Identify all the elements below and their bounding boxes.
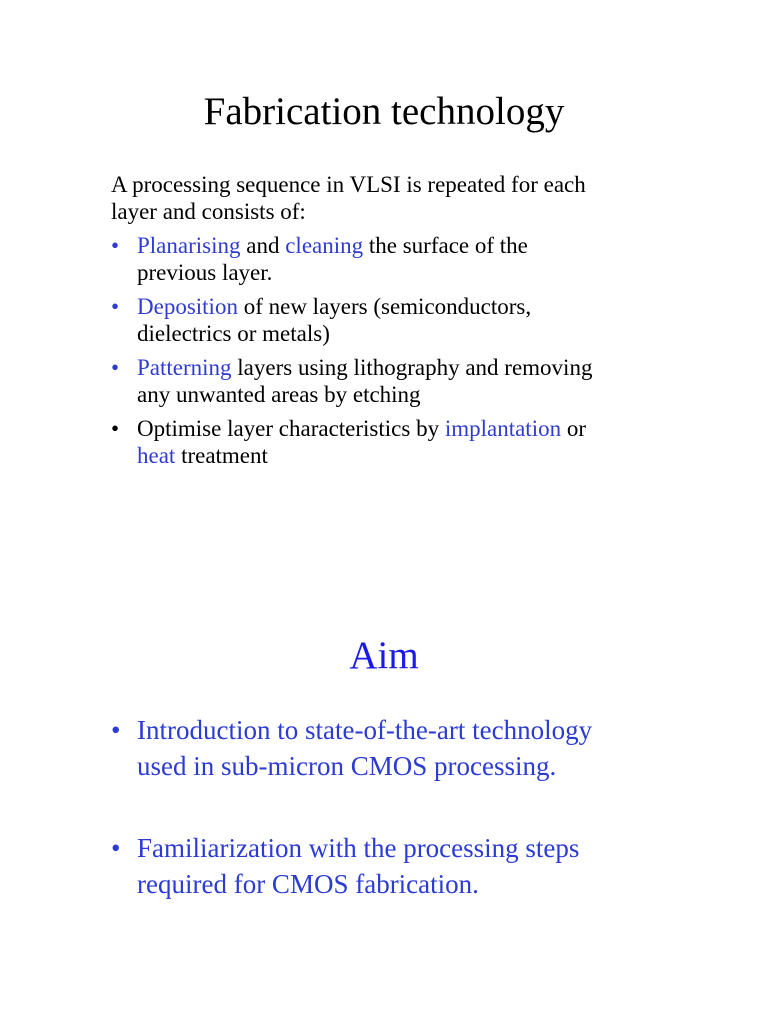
intro-paragraph bbox=[111, 171, 671, 225]
list-item-line: Introduction to state-of-the-art technology bbox=[137, 715, 593, 745]
list-item-optimise bbox=[111, 415, 671, 469]
text-run: of new layers (semiconductors, bbox=[237, 294, 532, 319]
list-item-line: used in sub-micron CMOS processing. bbox=[137, 751, 557, 781]
list-item-line bbox=[137, 320, 671, 347]
text-run: previous layer. bbox=[137, 260, 273, 285]
list-item-introduction bbox=[111, 712, 671, 784]
slide-title-aim: Aim bbox=[349, 634, 419, 677]
list-item-line bbox=[137, 442, 671, 469]
list-item-line bbox=[137, 293, 671, 320]
highlight-term: Patterning bbox=[137, 355, 232, 380]
intro-line: layer and consists of: bbox=[111, 199, 306, 224]
bullet-icon: • bbox=[111, 233, 120, 258]
list-item-line bbox=[137, 354, 671, 381]
bullet-icon: • bbox=[111, 294, 120, 319]
list-item-planarising bbox=[111, 232, 671, 286]
aim-list bbox=[111, 712, 671, 902]
highlight-term: Deposition bbox=[137, 294, 238, 319]
slide-title: Fabrication technology bbox=[203, 90, 565, 133]
list-item-line bbox=[137, 232, 671, 259]
bullet-icon: • bbox=[111, 833, 121, 863]
text-run: layers using lithography and removing bbox=[231, 355, 593, 380]
list-item-deposition bbox=[111, 293, 671, 347]
process-steps-list bbox=[111, 232, 671, 476]
list-item-line bbox=[137, 259, 671, 286]
list-item-line bbox=[137, 381, 671, 408]
bullet-icon: • bbox=[111, 715, 121, 745]
text-run: Optimise layer characteristics by bbox=[137, 416, 445, 441]
list-item-line: required for CMOS fabrication. bbox=[137, 869, 479, 899]
text-run: and bbox=[240, 233, 286, 258]
text-run: dielectrics or metals) bbox=[137, 321, 330, 346]
intro-line: A processing sequence in VLSI is repeated for each bbox=[111, 172, 586, 197]
list-item-line: Familiarization with the processing steps bbox=[137, 833, 580, 863]
highlight-term: implantation bbox=[444, 416, 562, 441]
highlight-term: cleaning bbox=[285, 233, 364, 258]
text-run: the surface of the bbox=[363, 233, 528, 258]
bullet-icon: • bbox=[111, 355, 120, 380]
list-item-familiarization bbox=[111, 830, 671, 902]
list-item-patterning bbox=[111, 354, 671, 408]
text-run: treatment bbox=[175, 443, 268, 468]
text-run: any unwanted areas by etching bbox=[137, 382, 421, 407]
text-run: or bbox=[561, 416, 587, 441]
list-item-line bbox=[137, 415, 671, 442]
bullet-icon: • bbox=[111, 416, 120, 441]
highlight-term: heat bbox=[137, 443, 176, 468]
highlight-term: Planarising bbox=[137, 233, 241, 258]
